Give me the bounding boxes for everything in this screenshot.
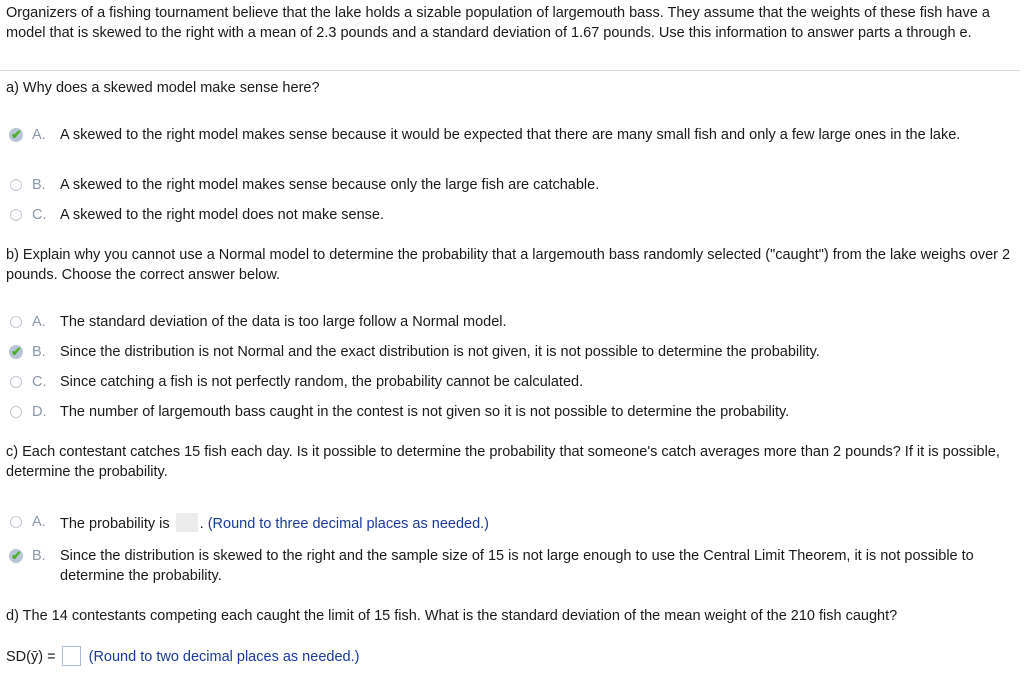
sd-label: SD(ȳ) = bbox=[6, 649, 56, 665]
question-a: a) Why does a skewed model make sense here? bbox=[6, 80, 320, 96]
option-c-A[interactable]: A. The probability is . (Round to three decimal places as needed.) bbox=[8, 513, 1008, 535]
option-a-A[interactable]: ✔ A. A skewed to the right model makes sense because it would be expected that there are many small fish and only a few large ones in the lake. bbox=[11, 127, 961, 143]
option-c-B[interactable]: ✔ B. Since the distribution is skewed to the right and the sample size of 15 is not large enough to use the Central Limit Theorem, it is not possible to determine the probability. bbox=[11, 548, 974, 584]
question-c: c) Each contestant catches 15 fish each day. Is it possible to determine the probability that someone's catch averages more than 2 pounds? If it is possible, determine the probability. bbox=[6, 444, 1000, 480]
checkmark-icon: ✔ bbox=[11, 127, 22, 142]
radio-icon[interactable] bbox=[10, 316, 22, 328]
option-b-C[interactable]: C. Since catching a fish is not perfectly random, the probability cannot be calculated. bbox=[8, 373, 1008, 393]
radio-icon[interactable] bbox=[10, 209, 22, 221]
radio-icon[interactable] bbox=[10, 376, 22, 388]
sd-hint: (Round to two decimal places as needed.) bbox=[88, 649, 360, 665]
option-a-B[interactable]: B. A skewed to the right model makes sense because only the large fish are catchable. bbox=[8, 176, 1008, 196]
sd-answer-input[interactable] bbox=[62, 646, 81, 666]
checkmark-icon: ✔ bbox=[11, 344, 22, 359]
checkmark-icon: ✔ bbox=[11, 548, 22, 563]
divider bbox=[0, 70, 1020, 71]
option-b-A[interactable]: A. The standard deviation of the data is too large follow a Normal model. bbox=[8, 313, 1008, 333]
question-d: d) The 14 contestants competing each caught the limit of 15 fish. What is the standard deviation of the mean weight of the 210 fish caught? bbox=[6, 608, 898, 624]
sd-answer-row bbox=[6, 646, 1014, 668]
option-a-C[interactable]: C. A skewed to the right model does not make sense. bbox=[8, 206, 1008, 226]
problem-intro: Organizers of a fishing tournament believe that the lake holds a sizable population of largemouth bass. They assume that the weights of these fish have a model that is skewed to the right with a mean of 2.3 pounds and a standard deviation of 1.67 pounds. Use this information to answer parts a through e. bbox=[6, 5, 990, 41]
radio-icon[interactable] bbox=[10, 406, 22, 418]
question-b: b) Explain why you cannot use a Normal model to determine the probability that a largemouth bass randomly selected ("caught") from the lake weighs over 2 pounds. Choose the correct answer below. bbox=[6, 247, 1011, 283]
option-b-D[interactable]: D. The number of largemouth bass caught in the contest is not given so it is not possible to determine the probability. bbox=[8, 403, 1008, 423]
option-b-B[interactable]: ✔ B. Since the distribution is not Normal and the exact distribution is not given, it is not possible to determine the probability. bbox=[11, 344, 820, 360]
radio-icon[interactable] bbox=[10, 179, 22, 191]
probability-answer-box[interactable] bbox=[176, 513, 198, 532]
radio-icon[interactable] bbox=[10, 516, 22, 528]
